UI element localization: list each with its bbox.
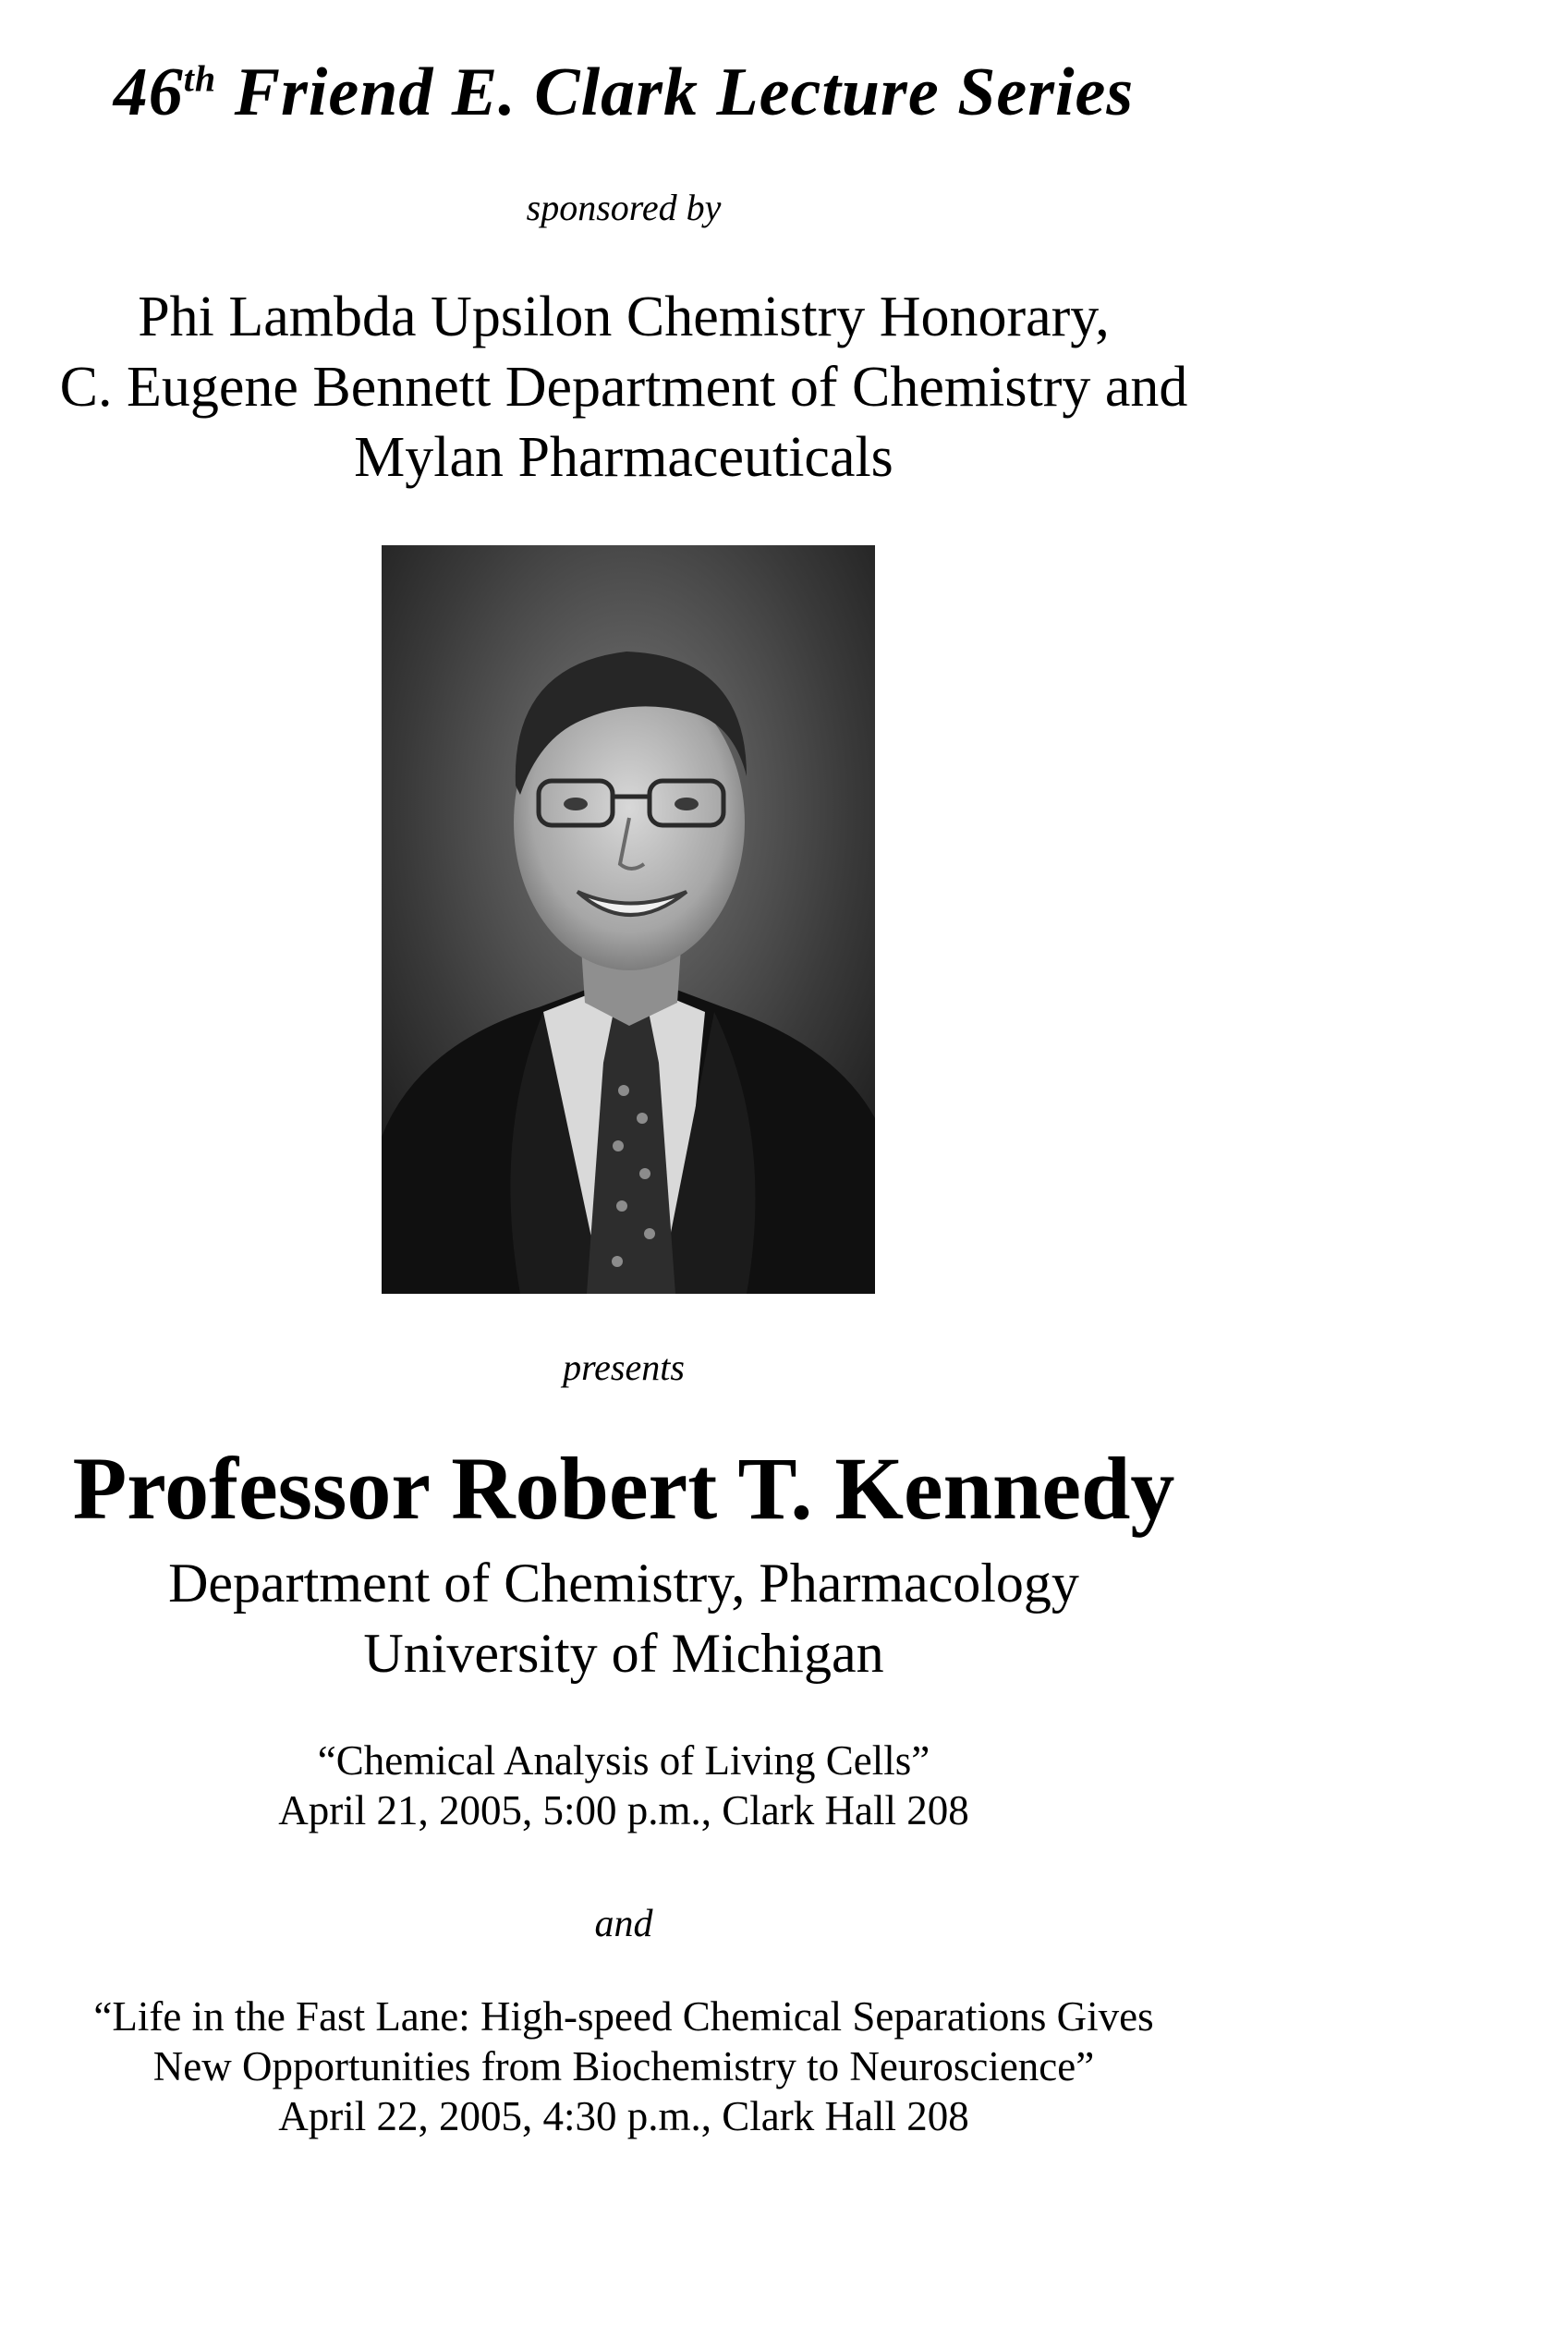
speaker-department: Department of Chemistry, Pharmacology <box>168 1553 1079 1614</box>
talk-2-when-where: April 22, 2005, 4:30 p.m., Clark Hall 208 <box>278 2093 969 2139</box>
speaker-affiliation <box>0 1548 1247 1688</box>
speaker-photo <box>382 545 875 1294</box>
sponsors-block <box>0 282 1247 493</box>
talk-2-title-line-1: “Life in the Fast Lane: High-speed Chemical Separations Gives <box>93 1993 1154 2040</box>
speaker-university: University of Michigan <box>363 1623 884 1684</box>
series-name: Friend E. Clark Lecture Series <box>234 55 1135 130</box>
sponsor-line-1: Phi Lambda Upsilon Chemistry Honorary, <box>138 286 1110 348</box>
speaker-name: Professor Robert T. Kennedy <box>72 1439 1175 1538</box>
series-ordinal-suffix: th <box>183 57 217 100</box>
talk-1 <box>0 1736 1247 1835</box>
presents-label: presents <box>563 1346 685 1388</box>
series-title <box>0 51 1247 134</box>
sponsor-line-3: Mylan Pharmaceuticals <box>354 426 893 489</box>
series-ordinal: 46 <box>113 55 184 130</box>
talk-1-title: “Chemical Analysis of Living Cells” <box>317 1737 930 1784</box>
portrait-photo-icon <box>382 545 875 1294</box>
sponsor-line-2: C. Eugene Bennett Department of Chemistry and <box>59 356 1188 419</box>
sponsored-by-label: sponsored by <box>526 187 722 228</box>
and-label: and <box>594 1903 653 1945</box>
talk-2 <box>0 1992 1247 2141</box>
talk-1-when-where: April 21, 2005, 5:00 p.m., Clark Hall 208 <box>278 1787 969 1833</box>
talk-2-title-line-2: New Opportunities from Biochemistry to Neuroscience” <box>152 2043 1095 2089</box>
